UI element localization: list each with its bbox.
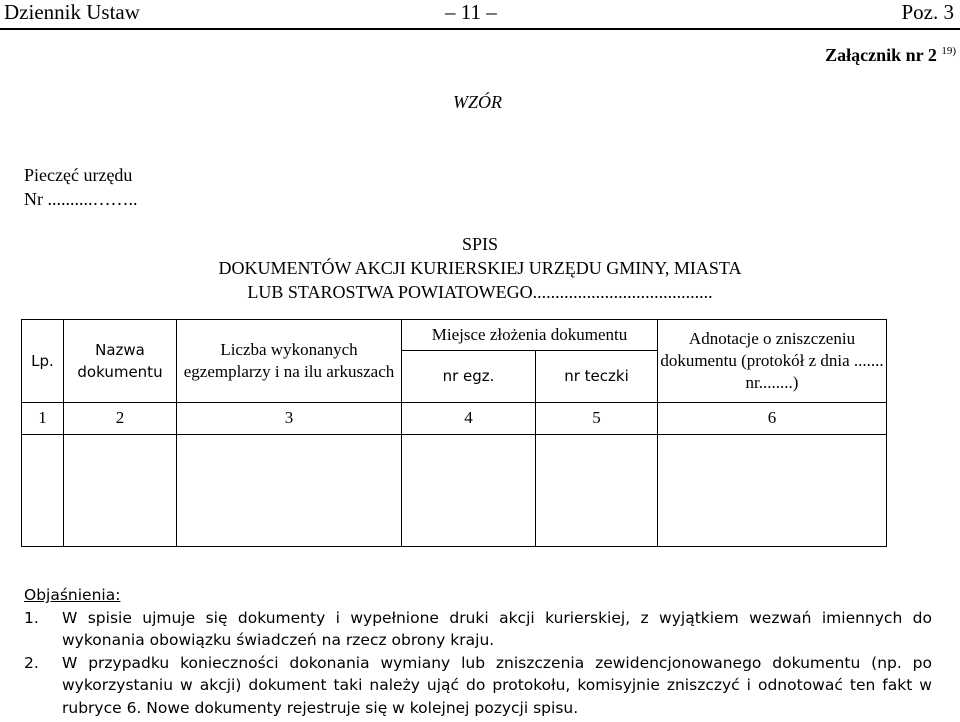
empty-cell bbox=[64, 434, 177, 546]
office-stamp bbox=[24, 163, 138, 211]
document-title bbox=[120, 232, 840, 304]
column-number: 2 bbox=[64, 402, 177, 434]
column-number: 6 bbox=[658, 402, 887, 434]
header-copies: Liczba wykonanych egzemplarzy i na ilu arkuszach bbox=[177, 320, 402, 403]
header-copy-number: nr egz. bbox=[402, 350, 536, 402]
header-divider bbox=[0, 28, 960, 30]
explanation-text: W przypadku konieczności dokonania wymiany lub zniszczenia zewidencjonowanego dokumentu (np. po wykorzystaniu w akcji) dokument taki należy ująć do protokołu, komisyjnie zniszczyć i odnotować ten fakt w rubryce 6. Nowe dokumenty rejestruje się w kolejnej pozycji spisu. bbox=[62, 653, 932, 717]
template-label: WZÓR bbox=[453, 92, 502, 112]
page-number: – 11 – bbox=[445, 0, 497, 24]
empty-cell bbox=[402, 434, 536, 546]
column-number: 4 bbox=[402, 402, 536, 434]
explanations-title: Objaśnienia: bbox=[24, 586, 121, 604]
header-folder-number: nr teczki bbox=[536, 350, 658, 402]
explanation-item bbox=[24, 607, 932, 652]
empty-cell bbox=[22, 434, 64, 546]
title-line-2: DOKUMENTÓW AKCJI KURIERSKIEJ URZĘDU GMINY, MIASTA bbox=[218, 258, 742, 278]
title-line-1: SPIS bbox=[461, 234, 499, 254]
header-lp: Lp. bbox=[22, 320, 64, 403]
attachment-footnote: 19) bbox=[941, 45, 956, 57]
explanation-number: 1. bbox=[24, 608, 39, 627]
empty-cell bbox=[658, 434, 887, 546]
stamp-number: Nr ..........…….. bbox=[24, 189, 138, 209]
empty-cell bbox=[536, 434, 658, 546]
column-number: 3 bbox=[177, 402, 402, 434]
header-location: Miejsce złożenia dokumentu bbox=[402, 320, 658, 351]
documents-table bbox=[21, 319, 887, 547]
attachment-label-text: Załącznik nr 2 bbox=[825, 45, 937, 65]
title-line-3: LUB STAROSTWA POWIATOWEGO........................................ bbox=[247, 282, 713, 302]
column-number: 1 bbox=[22, 402, 64, 434]
header-document-name: Nazwa dokumentu bbox=[64, 320, 177, 403]
explanations bbox=[24, 584, 932, 719]
attachment-label bbox=[825, 45, 956, 66]
explanation-text: W spisie ujmuje się dokumenty i wypełnione druki akcji kurierskiej, z wyjątkiem wezwań imiennych do wykonania obowiązku świadczeń na rzecz obrony kraju. bbox=[62, 608, 932, 649]
column-number: 5 bbox=[536, 402, 658, 434]
header-destruction-notes: Adnotacje o zniszczeniu dokumentu (protokół z dnia ....... nr........) bbox=[658, 320, 887, 403]
empty-cell bbox=[177, 434, 402, 546]
explanation-item bbox=[24, 652, 932, 720]
stamp-label: Pieczęć urzędu bbox=[24, 165, 133, 185]
explanation-number: 2. bbox=[24, 653, 39, 672]
journal-name: Dziennik Ustaw bbox=[4, 0, 140, 24]
position-number: Poz. 3 bbox=[901, 0, 954, 24]
